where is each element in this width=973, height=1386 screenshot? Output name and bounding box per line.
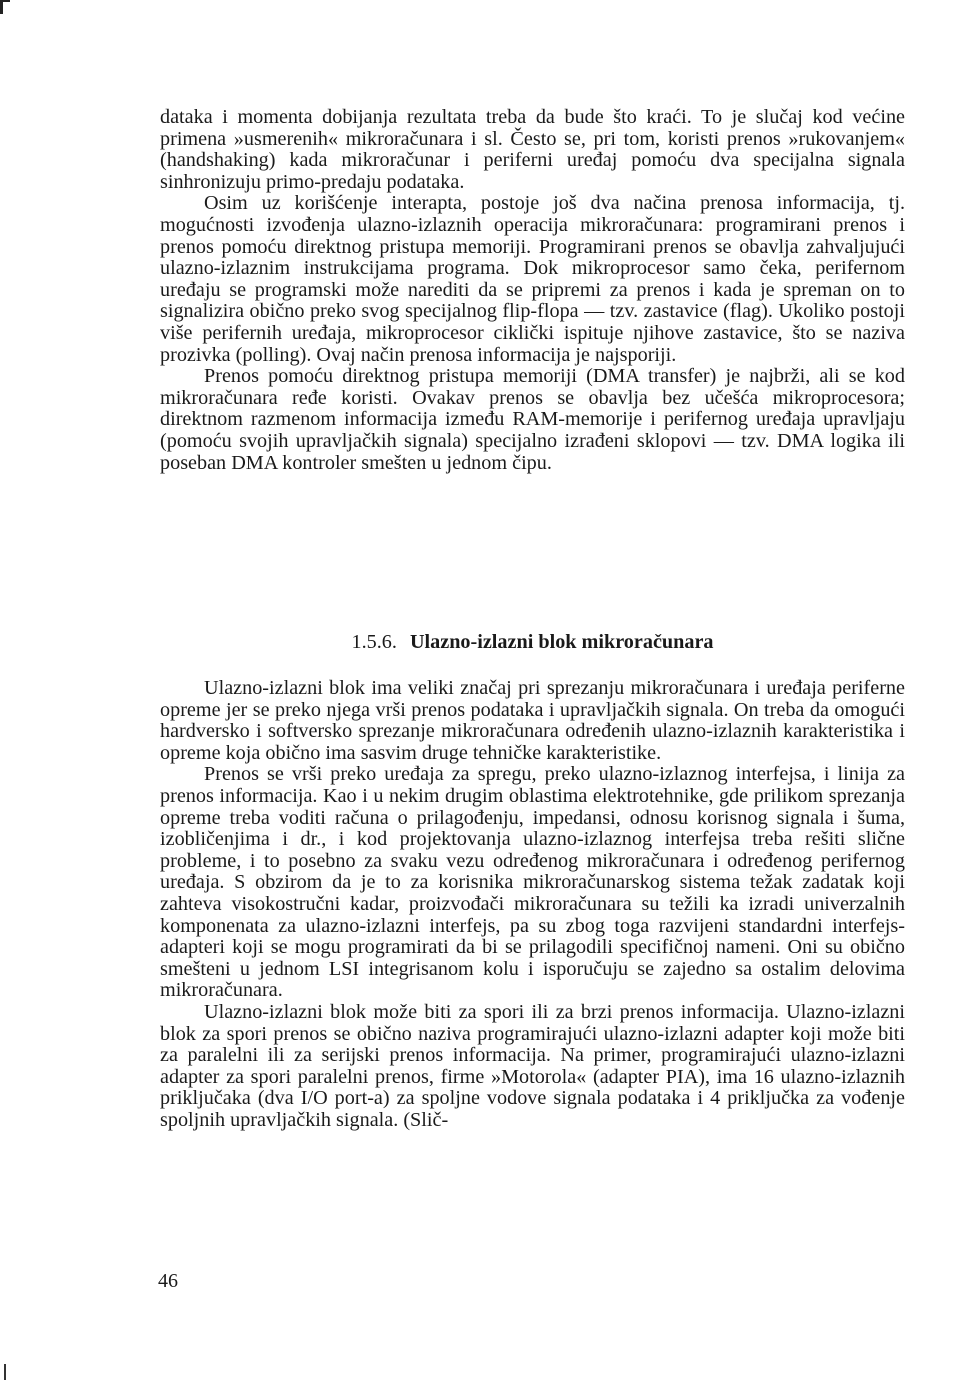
- paragraph-programmed-transfer: Osim uz korišćenje interapta, postoje još dva načina prenosa informacija, tj. mogućnosti izvođenja ulazno-izlaznih operacija mikroračunara: programirani prenos i prenos pomoću direktnog pristupa memoriji. Programirani prenos se obavlja zahvaljujući ulazno-izlaznim instrukcijama programa. Dok mikroprocesor samo čeka, perifernom uređaju se programski može narediti da se pripremi za prenos i kada je spreman on to signalizira obično preko svog specijalnog flip-flopa — tzv. zastavice (flag). Ukoliko postoji više perifernih uređaja, mikroprocesor ciklički ispituje njihove zastavice, što se naziva prozivka (polling). Ovaj način prenosa informacija je najsporiji.: [160, 192, 905, 366]
- body-text-bottom: [160, 678, 905, 1131]
- scan-edge-mark: [4, 1364, 6, 1380]
- body-text-top: [160, 107, 905, 474]
- section-number: 1.5.6.: [351, 631, 397, 653]
- page-number: 46: [158, 1270, 178, 1292]
- paragraph-dma-transfer: Prenos pomoću direktnog pristupa memoriji (DMA transfer) je najbrži, ali se kod mikroračunara ređe koristi. Ovakav prenos se obavlja bez učešća mikroprocesora; direktnom razmenom informacija između RAM-memorije i perifernog uređaja upravljaju (pomoću svojih upravljačkih signala) specijalno izrađeni sklopovi — tzv. DMA logika ili poseban DMA kontroler smešten u jednom čipu.: [160, 365, 905, 474]
- paragraph-io-adapter: Ulazno-izlazni blok može biti za spori ili za brzi prenos informacija. Ulazno-izlazni blok za spori prenos se obično naziva programirajući ulazno-izlazni adapter koji može biti za paralelni ili za serijski prenos informacija. Na primer, programirajući ulazno-izlazni adapter za spori paralelni prenos, firme »Motorola« (adapter PIA), ima 16 ulazno-izlaznih priključaka (dva I/O port-a) za spoljne vodove signala podataka i 4 priključka za vođenje spoljnih upravljačkih signala. (Slič-: [160, 1000, 905, 1131]
- paragraph-interface: Prenos se vrši preko uređaja za spregu, preko ulazno-izlaznog interfejsa, i linija za prenos informacija. Kao i u nekim drugim oblastima elektrotehnike, gde prilikom sprezanja opreme treba voditi računa o prilagođenju, impedansi, odnosu korisnog signala i šuma, izobličenjima i dr., i kod projektovanja ulazno-izlaznog interfejsa treba rešiti slične probleme, i to posebno za svaku vezu određenog mikroračunara i određenog perifernog uređaja. S obzirom da je to za korisnika mikroračunarskog sistema težak zadatak koji zahteva visokostručni kadar, proizvođači mikroračunara su težili ka izradi univerzalnih komponenata za ulazno-izlazni interfejs, pa su zbog toga razvijeni standardni interfejs-adapteri koji se mogu programirati da bi se prilagodili specifičnoj nameni. Oni su obično smešteni u jednom LSI integrisanom kolu i isporučuju se zajedno sa ostalim delovima mikroračunara.: [160, 763, 905, 1002]
- paragraph-handshaking: dataka i momenta dobijanja rezultata treba da bude što kraći. To je slučaj kod većine primena »usmerenih« mikroračunara i sl. Često se, pri tom, koristi prenos »rukovanjem« (handshaking) kada mikroračunar i periferni uređaj pomoću dva specijalna signala sinhronizuju primo-predaju podataka.: [160, 106, 905, 193]
- section-title: Ulazno-izlazni blok mikroračunara: [409, 631, 714, 653]
- section-heading: [160, 631, 905, 653]
- scan-corner-mark: [0, 0, 10, 14]
- paragraph-io-block-intro: Ulazno-izlazni blok ima veliki značaj pri sprezanju mikroračunara i uređaja periferne opreme jer se preko njega vrši prenos podataka i upravljačkih signala. On treba da omogući hardversko i softversko sprezanje mikroračunara određenih ulazno-izlaznih karakteristika i opreme koja obično ima sasvim druge tehničke karakteristike.: [160, 677, 905, 764]
